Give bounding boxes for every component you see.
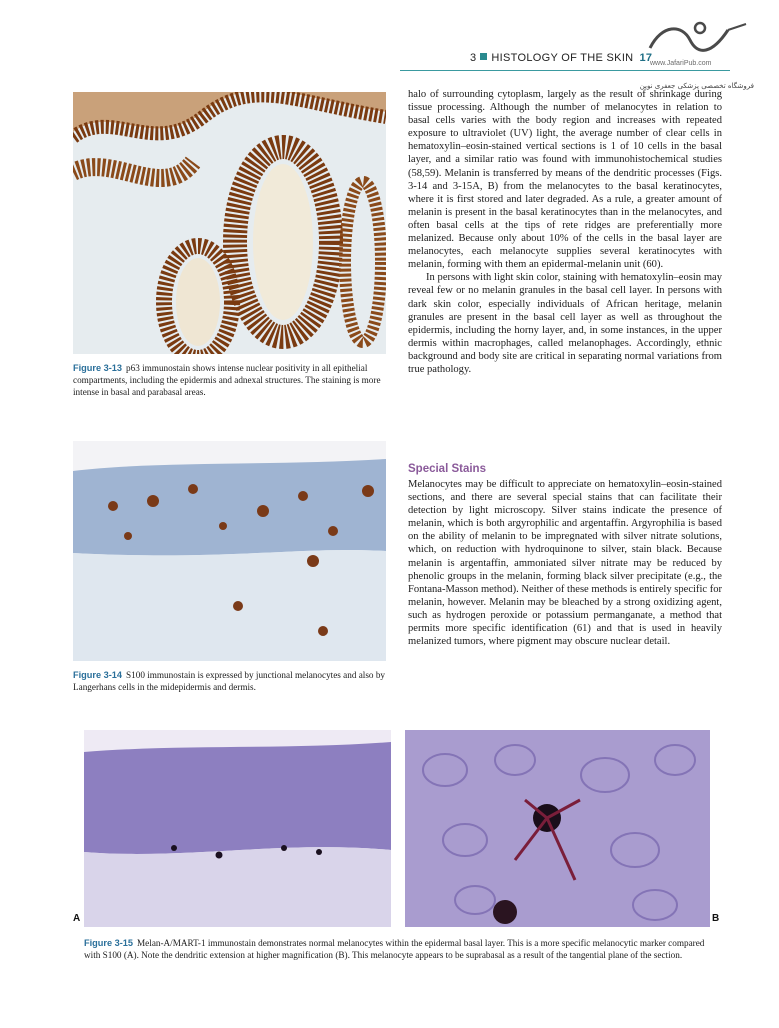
figure-3-13-image	[73, 92, 386, 354]
caption-text: p63 immunostain shows intense nuclear positivity in all epithelial compartments, including the epidermis and adnexal structures. The staining is more intense in basal and parabasal areas.	[73, 363, 381, 397]
body-text-column	[408, 88, 722, 376]
watermark-url: www.JafariPub.com	[650, 60, 712, 67]
panel-label-a: A	[73, 913, 81, 924]
figure-3-15-caption	[84, 937, 712, 961]
header-rule	[400, 70, 730, 71]
figure-3-15a-image	[84, 730, 391, 927]
figure-label: Figure 3-15	[84, 938, 134, 948]
panel-label-b: B	[712, 913, 720, 924]
chapter-number: 3	[470, 52, 477, 64]
running-head	[470, 52, 720, 72]
figure-label: Figure 3-14	[73, 670, 123, 680]
figure-3-14-image	[73, 441, 386, 661]
figure-3-15b-image	[405, 730, 710, 927]
figure-3-13-caption	[73, 362, 388, 398]
caption-text: S100 immunostain is expressed by junctional melanocytes and also by Langerhans cells in the midepidermis and dermis.	[73, 670, 386, 692]
figure-3-14-caption	[73, 669, 388, 693]
section-heading: Special Stains	[408, 463, 486, 475]
watermark-persian: فروشگاه تخصصی پزشکی جعفری نوین	[639, 82, 754, 90]
paragraph-1: halo of surrounding cytoplasm, largely as the result of shrinkage during tissue processing. Although the number of melanocytes in relation to basal cells varies with the body region and increases with repeated exposure to ultraviolet (UV) light, the average number of clear cells in hematoxylin–eosin-stained vertical sections is 1 of 10 cells in the basal layer, and a similar ratio was found with immunohistochemical studies (58,59). Melanin is transferred by means of the dendritic processes (Figs. 3-14 and 3-15A, B) from the melanocytes to the basal keratinocytes, where it is first stored and later degraded. As a rule, a greater amount of melanin is present in the basal keratinocytes than in the melanocytes, and often basal cells at the tips of rete ridges are preferentially more melanized. Because only about 10% of the cells in the basal layer are melanocytes, each melanocyte supplies several keratinocytes with melanin, forming with them an epidermal-melanin unit (60).	[408, 89, 722, 271]
paragraph-2: In persons with light skin color, staining with hematoxylin–eosin may reveal few or no melanin granules in the basal cell layer. In persons with dark skin color, especially individuals of African heritage, melanin granules are present in the basal cell layer as well as throughout the epidermis, including the horny layer, and, in some instances, in the upper dermis within macrophages, called melanophages. Accordingly, ethnic background and body site are critical in separating normal variations from true pathology.	[408, 272, 722, 375]
square-bullet-icon	[480, 53, 487, 60]
page-number: 17	[639, 52, 653, 64]
figure-label: Figure 3-13	[73, 363, 123, 373]
caption-text: Melan-A/MART-1 immunostain demonstrates normal melanocytes within the epidermal basal layer. This is a more specific melanocytic marker compared with S100 (A). Note the dendritic extension at higher magnification (B). This melanocyte appears to be suprabasal as a result of the tangential plane of the section.	[84, 938, 705, 960]
chapter-title: HISTOLOGY OF THE SKIN	[491, 52, 634, 64]
body-text-column-2	[408, 478, 722, 648]
paragraph-3: Melanocytes may be difficult to appreciate on hematoxylin–eosin-stained sections, and there are several special stains that can facilitate their detection by light microscopy. Silver stains indicate the presence of melanin, which is both argyrophilic and argentaffin. Argyrophilia is based on the ability of melanin to be impregnated with silver nitrate solutions, which, on reduction with hydroquinone to silver, stain black. Because melanin is argentaffin, ammoniated silver nitrate may be reduced by phenolic groups in the melanin, forming black silver precipitate (e.g., the Fontana-Masson method). Neither of these methods is entirely specific for melanin, however. Melanin may be bleached by a strong oxidizing agent, such as hydrogen peroxide or potassium permanganate, a method that permits more specific identification (61) and that is used in heavily melanized tumors, where pigment may obscure nuclear detail.	[408, 479, 722, 648]
